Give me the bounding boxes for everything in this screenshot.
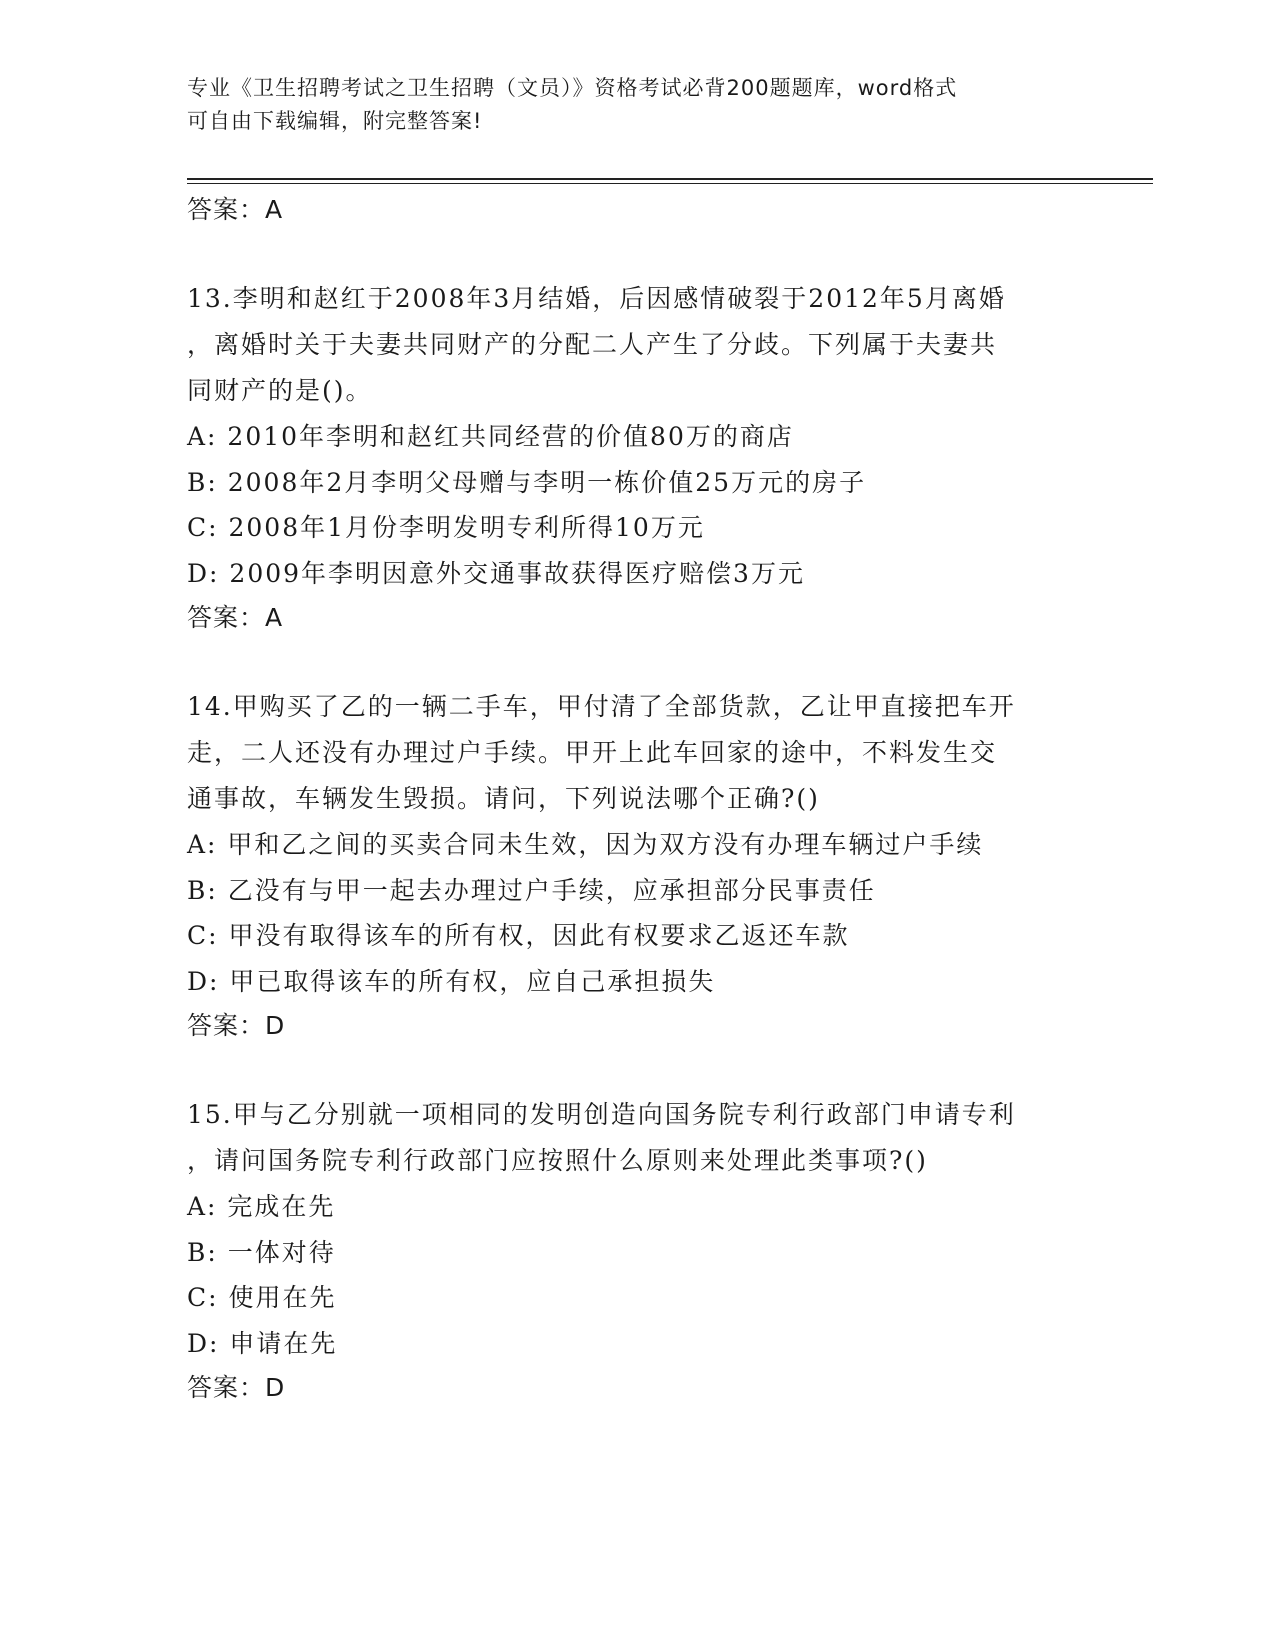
- previous-answer: 答案：A: [187, 195, 284, 224]
- question-stem: [187, 684, 1087, 822]
- option-c: C: 甲没有取得该车的所有权，因此有权要求乙返还车款: [187, 921, 850, 950]
- header-line-1: 专业《卫生招聘考试之卫生招聘（文员）》资格考试必背200题题库，word格式: [187, 76, 958, 100]
- question-15: [187, 1092, 1087, 1410]
- question-13: [187, 276, 1087, 640]
- option-d: D: 申请在先: [187, 1328, 338, 1358]
- option-b: B: 2008年2月李明父母赠与李明一栋价值25万元的房子: [187, 467, 867, 497]
- question-stem: [187, 1092, 1087, 1184]
- header-divider-thick: [187, 178, 1153, 180]
- option-c: C: 2008年1月份李明发明专利所得10万元: [187, 513, 705, 542]
- answer: 答案：D: [187, 1011, 286, 1040]
- document-body: [187, 188, 1087, 1410]
- header-line-2: 可自由下载编辑，附完整答案!: [187, 109, 483, 133]
- answer: 答案：A: [187, 603, 284, 632]
- stem-line: ，请问国务院专利行政部门应按照什么原则来处理此类事项?(): [187, 1146, 928, 1175]
- option-d: D: 甲已取得该车的所有权，应自己承担损失: [187, 966, 716, 996]
- document-header: [187, 72, 1087, 138]
- question-stem: [187, 276, 1087, 414]
- option-b: B: 一体对待: [187, 1237, 336, 1267]
- option-a: A: 甲和乙之间的买卖合同未生效，因为双方没有办理车辆过户手续: [187, 830, 984, 859]
- answer: 答案：D: [187, 1373, 286, 1402]
- stem-line: 15.甲与乙分别就一项相同的发明创造向国务院专利行政部门申请专利: [187, 1100, 1016, 1129]
- question-14: [187, 684, 1087, 1048]
- header-divider-thin: [187, 183, 1153, 184]
- stem-line: 14.甲购买了乙的一辆二手车，甲付清了全部货款，乙让甲直接把车开: [187, 692, 1016, 721]
- stem-line: 走，二人还没有办理过户手续。甲开上此车回家的途中，不料发生交: [187, 738, 998, 767]
- stem-line: ，离婚时关于夫妻共同财产的分配二人产生了分歧。下列属于夫妻共: [187, 330, 998, 359]
- option-b: B: 乙没有与甲一起去办理过户手续，应承担部分民事责任: [187, 875, 876, 905]
- stem-line: 通事故，车辆发生毁损。请问，下列说法哪个正确?(): [187, 784, 820, 813]
- option-a: A: 完成在先: [187, 1192, 336, 1221]
- option-d: D: 2009年李明因意外交通事故获得医疗赔偿3万元: [187, 558, 805, 588]
- stem-line: 同财产的是()。: [187, 376, 373, 405]
- option-c: C: 使用在先: [187, 1283, 337, 1312]
- option-a: A: 2010年李明和赵红共同经营的价值80万的商店: [187, 422, 794, 451]
- stem-line: 13.李明和赵红于2008年3月结婚，后因感情破裂于2012年5月离婚: [187, 284, 1006, 313]
